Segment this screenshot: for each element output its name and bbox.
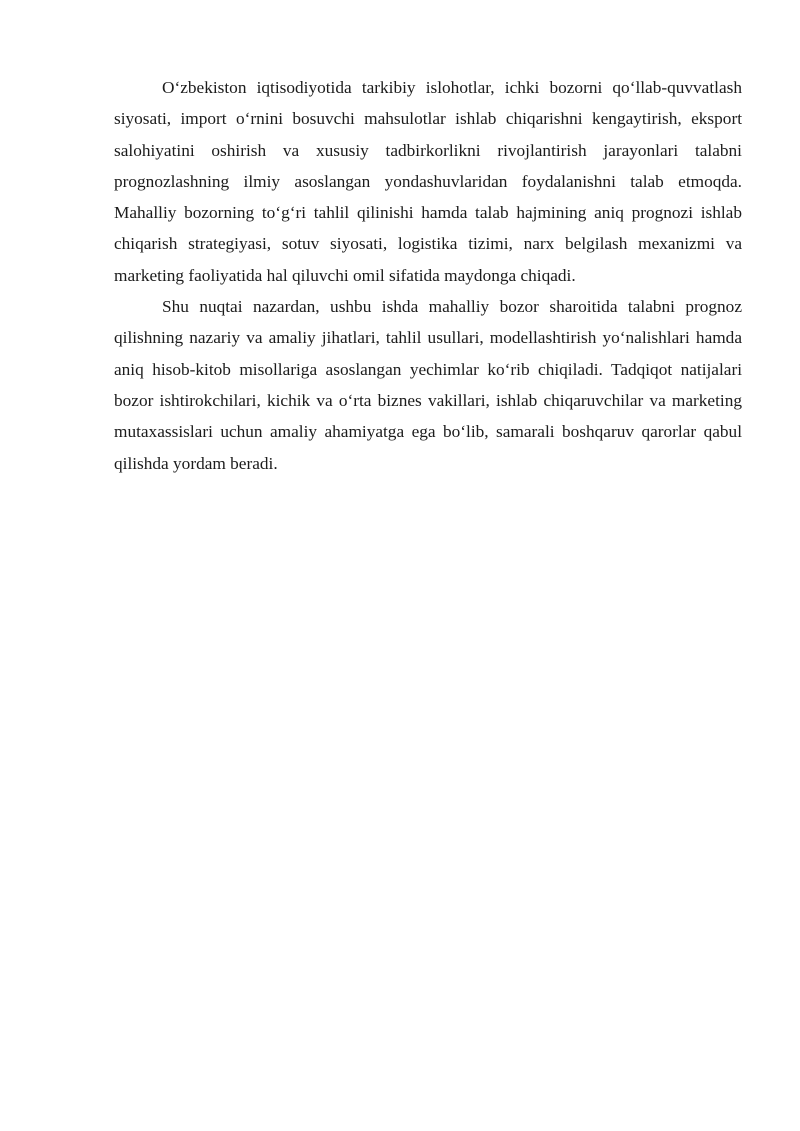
paragraph-intro: O‘zbekiston iqtisodiyotida tarkibiy islohotlar, ichki bozorni qo‘llab-quvvatlash siyosati, import o‘rnini bosuvchi mahsulotlar ishlab chiqarishni kengaytirish, eksport salohiyatini oshirish va xususiy tadbirkorlikni rivojlantirish jarayonlari talabni prognozlashning ilmiy asoslangan yondashuvlaridan foydalanishni talab etmoqda. Mahalliy bozorning to‘g‘ri tahlil qilinishi hamda talab hajmining aniq prognozi ishlab chiqarish strategiyasi, sotuv siyosati, logistika tizimi, narx belgilash mexanizmi va marketing faoliyatida hal qiluvchi omil sifatida maydonga chiqadi. bbox=[114, 78, 742, 285]
paragraph-scope: Shu nuqtai nazardan, ushbu ishda mahalliy bozor sharoitida talabni prognoz qilishning nazariy va amaliy jihatlari, tahlil usullari, modellashtirish yo‘nalishlari hamda aniq hisob-kitob misollariga asoslangan yechimlar ko‘rib chiqiladi. Tadqiqot natijalari bozor ishtirokchilari, kichik va o‘rta biznes vakillari, ishlab chiqaruvchilar va marketing mutaxassislari uchun amaliy ahamiyatga ega bo‘lib, samarali boshqaruv qarorlar qabul qilishda yordam beradi. bbox=[114, 297, 742, 473]
document-body bbox=[114, 72, 742, 479]
